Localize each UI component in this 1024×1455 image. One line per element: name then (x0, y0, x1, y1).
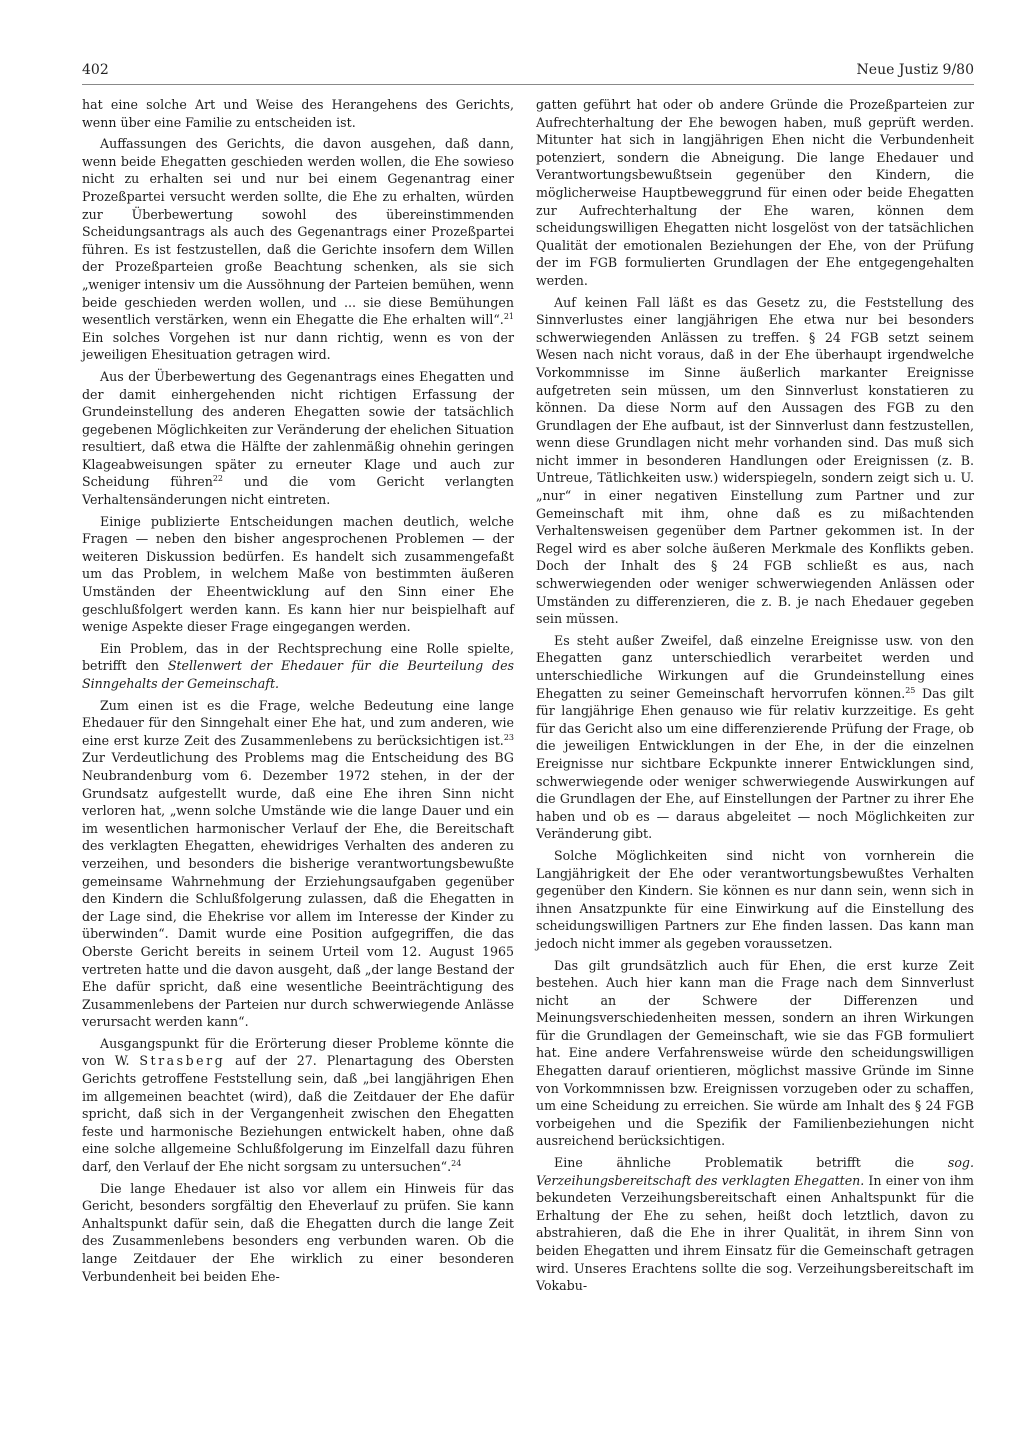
paragraph (82, 697, 514, 1031)
paragraph-text: Aus der Überbewertung des Gegenantrags eines Ehegatten und der damit einhergehenden nicht richtigen Erfassung der Grundeinstellung des anderen Ehegatten sowie der tatsächlich gegebenen Möglichkeiten zur Veränderung der ehelichen Situation resultiert, daß etwa die Hälfte der zahlenmäßig ohnehin geringen Klageabweisungen später zu erneuter Klage und auch zur Scheidung führen (82, 368, 514, 490)
page-number: 402 (82, 62, 109, 78)
paragraph (82, 1035, 514, 1176)
paragraph: Das gilt grundsätzlich auch für Ehen, die erst kurze Zeit bestehen. Auch hier kann man die Frage nach dem Sinnverlust nicht an der Schwere der Differenzen und Meinungsverschiedenheiten messen, sondern an ihren Wirkungen für die Grundlagen der Gemeinschaft, wie sie das FGB formuliert hat. Eine andere Verfahrensweise würde den scheidungswilligen Ehegatten darauf orientieren, möglichst massive Gründe im Sinne von Vorkommnissen bzw. Ereignissen vorzugeben oder zu schaffen, um eine Scheidung zu erreichen. Sie würde am Inhalt des § 24 FGB vorbeigehen und die Spezifik der Familienbeziehungen nicht ausreichend berücksichtigen. (536, 957, 974, 1149)
author-name: Strasberg (139, 1053, 226, 1069)
italic-phrase: sog. Verzeihungsbereitschaft des verklagten Ehegatten. (536, 1155, 974, 1188)
paragraph-text: Ausgangspunkt für die Erörterung dieser Probleme könnte die von W. (82, 1035, 514, 1069)
right-column (536, 96, 974, 1299)
paragraph: Einige publizierte Entscheidungen machen deutlich, welche Fragen — neben den bisher angesprochenen Problemen — der weiteren Diskussion bedürfen. Es handelt sich zusammengefaßt um das Problem, in welchem Maße von bestimmten äußeren Umständen der Eheentwicklung auf den Sinn einer Ehe geschlußfolgert werden kann. Es kann hier nur beispielhaft auf wenige Aspekte dieser Frage eingegangen werden. (82, 513, 514, 635)
journal-issue: Neue Justiz 9/80 (856, 62, 974, 78)
paragraph-text: Ein Problem, das in der Rechtsprechung eine Rolle spielte, betrifft den (82, 640, 514, 674)
left-column (82, 96, 514, 1289)
paragraph: Die lange Ehedauer ist also vor allem ein Hinweis für das Gericht, besonders sorgfältig den Eheverlauf zu prüfen. Sie kann Anhaltspunkt dafür sein, daß die Ehegatten durch die lange Zeit des Zusammenlebens besonders eng verbunden waren. Ob die lange Zeitdauer der Ehe wirklich zu einer besonderen Verbundenheit bei beiden Ehe- (82, 1180, 514, 1284)
paragraph: Auf keinen Fall läßt es das Gesetz zu, die Feststellung des Sinnverlustes einer langjährigen Ehe etwa nur bei besonders schwerwiegenden Anlässen zu treffen. § 24 FGB setzt seinem Wesen nach nicht voraus, daß in der Ehe überhaupt irgendwelche Vorkommnisse im Sinne äußerlich markanter Ereignisse aufgetreten sein müssen, um den Sinnverlust konstatieren zu können. Da diese Norm auf den Aussagen des FGB zu den Grundlagen der Ehe aufbaut, ist der Sinnverlust dann festzustellen, wenn diese Grundlagen nicht mehr vorhanden sind. Das muß sich nicht immer in besonderen Handlungen oder Ereignissen (z. B. Untreue, Tätlichkeiten usw.) widerspiegeln, sondern zeigt sich u. U. „nur“ in einer negativen Einstellung zum Partner und zur Gemeinschaft mit ihm, ohne daß es zu mißachtenden Verhaltensweisen gegenüber dem Partner gekommen ist. In der Regel wird es aber solche äußeren Merkmale des Konflikts geben. Doch der Inhalt des § 24 FGB schließt es aus, nach schwerwiegenden oder weniger schwerwiegenden Anlässen oder Umständen zu differenzieren, die z. B. je nach Ehedauer gegeben sein müssen. (536, 294, 974, 627)
header-rule (82, 84, 974, 85)
paragraph: Solche Möglichkeiten sind nicht von vornherein die Langjährigkeit der Ehe oder verantwortungsbewußtes Verhalten gegenüber den Kindern. Sie können es nur dann sein, wenn sich in ihnen Ansatzpunkte für eine Einwirkung auf die Einstellung des scheidungswilligen Partners zur Ehe finden lassen. Das kann man jedoch nicht immer als gegeben voraussetzen. (536, 847, 974, 951)
paragraph-text: auf der 27. Plenartagung des Obersten Gerichts getroffene Feststellung sein, daß „bei langjährigen Ehen im allgemeinen beachtet (wird), daß die Zeitdauer der Ehe dafür spricht, daß sich in der Vergangenheit zwischen den Ehegatten feste und harmonische Beziehungen entwickelt haben, ohne daß eine solche allgemeine Schlußfolgerung im Einzelfall dazu führen darf, den Verlauf der Ehe nicht sorgsam zu untersuchen“. (82, 1053, 515, 1175)
italic-phrase: Stellenwert der Ehedauer für die Beurteilung des Sinngehalts der Gemeinschaft. (82, 658, 514, 691)
footnote-ref: 24 (451, 1158, 462, 1168)
paragraph-text: Es steht außer Zweifel, daß einzelne Ereignisse usw. von den Ehegatten ganz unterschiedlich verarbeitet werden und unterschiedliche Wirkungen auf die Grundeinstellung eines Ehegatten zu seiner Gemeinschaft hervorrufen können. (536, 632, 974, 701)
paragraph (82, 640, 514, 693)
paragraph (536, 1154, 974, 1295)
footnote-ref: 22 (212, 474, 224, 484)
page-header (82, 62, 974, 84)
paragraph (82, 135, 514, 364)
footnote-ref: 25 (905, 685, 916, 695)
paragraph (536, 632, 974, 843)
paragraph-text: Eine ähnliche Problematik betrifft die (554, 1155, 948, 1171)
footnote-ref: 23 (503, 732, 514, 742)
paragraph-text: In einer von ihm bekundeten Verzeihungsbereitschaft einen Anhaltspunkt für die Erhaltung der Ehe zu sehen, heißt doch letztlich, davon zu abstrahieren, daß die Ehe in ihrer Qualität, in ihrem Sinn von beiden Ehegatten und ihrem Einsatz für die Gemeinschaft getragen wird. Unseres Erachtens sollte die sog. Verzeihungsbereitschaft im Vokabu- (536, 1172, 974, 1294)
paragraph: gatten geführt hat oder ob andere Gründe die Prozeßparteien zur Aufrechterhaltung der Ehe bewogen haben, muß geprüft werden. Mitunter hat sich in langjährigen Ehen nicht die Verbundenheit potenziert, sondern die Abneigung. Die lange Ehedauer und Verantwortungsbewußtsein gegenüber den Kindern, die möglicherweise Hauptbeweggrund für einen oder beide Ehegatten zur Aufrechterhaltung der Ehe waren, können dem scheidungswilligen Ehegatten nicht losgelöst von der tatsächlichen Qualität der emotionalen Beziehungen der Ehe, von der Prüfung der im FGB formulierten Grundlagen der Ehe entgegengehalten werden. (536, 97, 974, 288)
paragraph-text: Das gilt für langjährige Ehen genauso wie für relativ kurzzeitige. Es geht für das Gericht also um eine differenzierende Prüfung der Frage, ob die jeweiligen Entwicklungen in der Ehe, in der die einzelnen Ereignisse nur sichtbare Eckpunkte innerer Entwicklungen sind, schwerwiegende oder weniger schwerwiegende Auswirkungen auf die Grundlagen der Ehe, auf Einstellungen der Partner zu ihrer Ehe haben und ob es — daraus abgeleitet — noch Möglichkeiten zur Veränderung gibt. (536, 685, 974, 842)
paragraph: hat eine solche Art und Weise des Herangehens des Gerichts, wenn über eine Familie zu entscheiden ist. (82, 97, 514, 130)
paragraph-text: und die vom Gericht verlangten Verhaltensänderungen nicht eintreten. (82, 474, 514, 508)
paragraph (82, 368, 514, 509)
footnote-ref: 21 (503, 311, 514, 321)
paragraph-text: Zur Verdeutlichung des Problems mag die Entscheidung des BG Neubrandenburg vom 6. Dezember 1972 stehen, in der der Grundsatz aufgestellt wurde, daß eine Ehe ihren Sinn nicht verloren hat, „wenn solche Umstände wie die lange Dauer und ein im wesentlichen harmonischer Verlauf der Ehe, die Bereitschaft des verklagten Ehegatten, ehewidriges Verhalten des anderen zu verzeihen, und besonders die bisherige verantwortungsbewußte gemeinsame Wahrnehmung der Erziehungsaufgaben gegenüber den Kindern die Schlußfolgerung zulassen, daß die Ehegatten in der Lage sind, die Ehekrise vor allem im Interesse der Kinder zu überwinden“. Damit wurde eine Position aufgegriffen, die das Oberste Gericht bereits in seinem Urteil vom 12. August 1965 vertreten hatte und die davon ausgeht, daß „der lange Bestand der Ehe dafür spricht, daß eine wesentliche Beeinträchtigung des Zusammenlebens der Parteien nur durch schwerwiegende Anlässe verursacht werden kann“. (82, 750, 514, 1030)
paragraph-text: Ein solches Vorgehen ist nur dann richtig, wenn es von der jeweiligen Ehesituation getragen wird. (82, 329, 514, 363)
paragraph-text: Auffassungen des Gerichts, die davon ausgehen, daß dann, wenn beide Ehegatten geschieden werden wollen, die Ehe sowieso nicht zu erhalten sei und nur bei einem Gegenantrag einer Prozeßpartei versucht werden sollte, die Ehe zu erhalten, würden zur Überbewertung sowohl des übereinstimmenden Scheidungsantrags als auch des Gegenantrags einer Prozeßpartei führen. Es ist festzustellen, daß die Gerichte insofern dem Willen der Prozeßparteien große Beachtung schenken, als sie sich „weniger intensiv um die Aussöhnung der Parteien bemühen, wenn beide geschieden werden wollen, und ... sie diese Bemühungen wesentlich verstärken, wenn ein Ehegatte die Ehe erhalten will“. (82, 136, 514, 328)
paragraph-text: Zum einen ist es die Frage, welche Bedeutung eine lange Ehedauer für den Sinngehalt einer Ehe hat, und zum anderen, wie eine erst kurze Zeit des Zusammenlebens zu berücksichtigen ist. (82, 697, 514, 748)
